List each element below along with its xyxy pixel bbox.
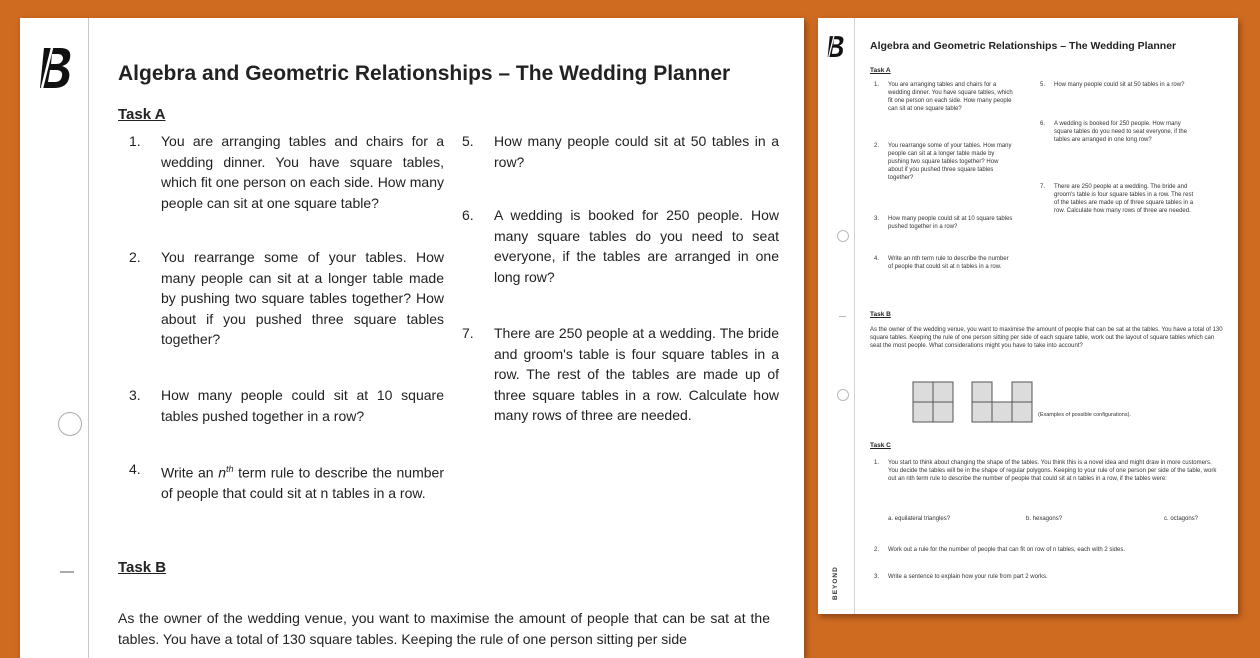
binder-hole <box>837 230 849 242</box>
question-text: Write an $n^{th}$ term rule to describe the number of people that could sit at n tables in a row. <box>161 464 444 502</box>
question-number: 6. <box>462 207 474 223</box>
binder-hole <box>58 412 82 436</box>
question-number: 2. <box>874 143 880 149</box>
question-text: A wedding is booked for 250 people. How many square tables do you need to seat everyone, if the tables are arranged in one long row? <box>494 207 779 285</box>
question-number: 2. <box>874 547 880 553</box>
question-number: 3. <box>874 574 880 580</box>
question-number: 1. <box>129 133 141 149</box>
question-text: A wedding is booked for 250 people. How many square tables do you need to seat everyone, if the tables are arranged in one long row? <box>1054 121 1188 143</box>
question-text: You are arranging tables and chairs for a wedding dinner. You have square tables, which fit one person on each side. How many people can sit at one square table? <box>161 133 444 211</box>
configurations-caption: (Examples of possible configurations). <box>1038 412 1131 418</box>
question-text: There are 250 people at a wedding. The bride and groom's table is four square tables in a row. The rest of the tables are made up of three square tables in a row. Calculate how many rows of three are needed. <box>494 325 779 423</box>
task-b-heading: Task B <box>118 559 167 576</box>
margin-mark <box>839 316 846 317</box>
question-number: 1. <box>874 460 880 466</box>
question-number: 4. <box>874 256 880 262</box>
question-text: Write a sentence to explain how your rule from part 2 works. <box>888 574 1048 580</box>
question-text: How many people could sit at 10 square tables pushed together in a row? <box>888 216 1013 230</box>
worksheet-page-large <box>20 18 804 658</box>
option-octagons: c. octagons? <box>1164 516 1199 522</box>
question-number: 6. <box>1040 121 1046 127</box>
question-text: How many people could sit at 50 tables in a row? <box>494 133 779 170</box>
question-number: 5. <box>1040 82 1046 88</box>
worksheet-page-small <box>818 18 1238 614</box>
table-configurations-diagram <box>912 380 1042 424</box>
page-title: Algebra and Geometric Relationships – The Wedding Planner <box>870 40 1177 52</box>
question-text: Write an nth term rule to describe the number of people that could sit at n tables in a row. <box>888 256 1009 270</box>
question-text: How many people could sit at 10 square tables pushed together in a row? <box>161 387 444 424</box>
task-b-text: As the owner of the wedding venue, you want to maximise the amount of people that can be sat at the tables. You have a total of 130 square tables. Keeping the rule of one person sitting per side of each square table, work out the layout of square tables which can seat the most people. What considerations might you have to take into account? <box>870 327 1223 349</box>
question-number: 4. <box>129 461 141 477</box>
option-triangles: a. equilateral triangles? <box>888 516 951 522</box>
brand-vertical-text: BEYOND <box>832 566 839 600</box>
question-text: Work out a rule for the number of people that can fit on row of n tables, each with 2 sides. <box>888 547 1126 553</box>
question-text: You rearrange some of your tables. How many people can sit at a longer table made by pushing two square tables together? How about if you pushed three square tables together? <box>161 249 444 347</box>
question-text: You start to think about changing the shape of the tables. You think this is a novel idea and might draw in more customers. You decide the tables will be in the shape of regular polygons. Keeping to your rule of one person per side of the table, work out an nth term rule to describe the number of people that could sit at n tables in a row, if the tables were: <box>888 460 1217 482</box>
task-a-heading: Task A <box>118 106 166 123</box>
question-number: 3. <box>129 387 141 403</box>
margin-line <box>88 18 89 658</box>
question-text: You rearrange some of your tables. How many people can sit at a longer table made by pushing two square tables together? How about if you pushed three square tables together? <box>888 143 1012 181</box>
task-a-heading: Task A <box>870 67 891 74</box>
question-text: You are arranging tables and chairs for a wedding dinner. You have square tables, which fit one person on each side. How many people can sit at one square table? <box>888 82 1013 112</box>
question-number: 3. <box>874 216 880 222</box>
question-number: 1. <box>874 82 880 88</box>
question-text: There are 250 people at a wedding. The bride and groom's table is four square tables in a row. The rest of the tables are made up of three square tables in a row. Calculate how many rows of three are needed. <box>1054 184 1194 214</box>
page-title: Algebra and Geometric Relationships – The Wedding Planner <box>118 62 731 85</box>
margin-mark <box>60 571 74 573</box>
task-c-heading: Task C <box>870 442 891 449</box>
beyond-logo-icon <box>826 34 846 58</box>
task-b-text: As the owner of the wedding venue, you want to maximise the amount of people that can be sat at the tables. You have a total of 130 square tables. Keeping the rule of one person sitting per side <box>118 610 770 647</box>
beyond-logo-icon <box>38 44 74 90</box>
question-number: 7. <box>1040 184 1046 190</box>
task-b-heading: Task B <box>870 311 891 318</box>
option-hexagons: b. hexagons? <box>1026 516 1063 522</box>
question-number: 5. <box>462 133 474 149</box>
question-number: 2. <box>129 249 141 265</box>
binder-hole <box>837 389 849 401</box>
question-text: How many people could sit at 50 tables in a row? <box>1054 82 1185 88</box>
question-number: 7. <box>462 325 474 341</box>
margin-line <box>854 18 855 614</box>
